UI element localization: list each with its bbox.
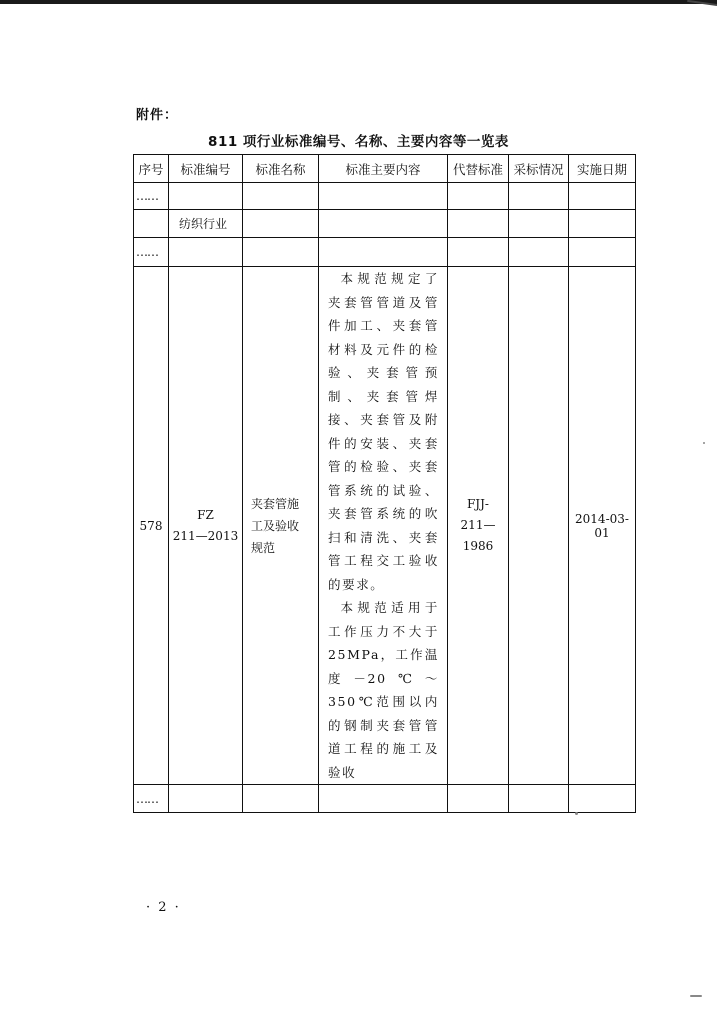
ellipsis-cell: …… <box>134 785 169 813</box>
row-replaced: FJJ- 211—1986 <box>448 267 509 785</box>
scan-edge-top <box>0 0 717 4</box>
scan-speck <box>703 442 705 444</box>
attachment-label: 附件： <box>136 108 179 123</box>
ellipsis-cell: …… <box>134 238 169 267</box>
industry-label: 纺织行业 <box>169 210 243 238</box>
header-code: 标准编号 <box>169 155 243 183</box>
header-adoption: 采标情况 <box>509 155 569 183</box>
table-row-ellipsis <box>134 785 636 813</box>
scan-speck <box>690 995 702 997</box>
ellipsis-cell: …… <box>134 183 169 210</box>
table-row <box>134 267 636 785</box>
content-paragraph: 本规范适用于工作压力不大于25MPa，工作温度－20℃～350℃范围以内的钢制夹套管管道工程的施工及验收 <box>328 600 439 780</box>
row-code: FZ 211—2013 <box>169 267 243 785</box>
row-seq: 578 <box>134 267 169 785</box>
table-header-row <box>134 155 636 183</box>
row-content <box>319 267 448 785</box>
scan-speck <box>575 812 578 815</box>
table-row-ellipsis <box>134 238 636 267</box>
page-number: · 2 · <box>146 900 181 915</box>
table-row-ellipsis <box>134 183 636 210</box>
standards-table <box>133 154 636 813</box>
row-adoption <box>509 267 569 785</box>
row-name: 夹套管施 工及验收 规范 <box>243 267 319 785</box>
table-row-industry <box>134 210 636 238</box>
document-title: 811 项行业标准编号、名称、主要内容等一览表 <box>208 134 509 150</box>
content-paragraph: 本规范规定了夹套管管道及管件加工、夹套管材料及元件的检验、夹套管预制、夹套管焊接、夹套管及附件的安装、夹套管的检验、夹套管系统的试验、夹套管系统的吹扫和清洗、夹套管工程交工验收的要求。 <box>328 271 439 592</box>
header-replaced: 代替标准 <box>448 155 509 183</box>
row-date: 2014-03-01 <box>569 267 636 785</box>
header-content: 标准主要内容 <box>319 155 448 183</box>
header-date: 实施日期 <box>569 155 636 183</box>
header-name: 标准名称 <box>243 155 319 183</box>
header-seq: 序号 <box>134 155 169 183</box>
